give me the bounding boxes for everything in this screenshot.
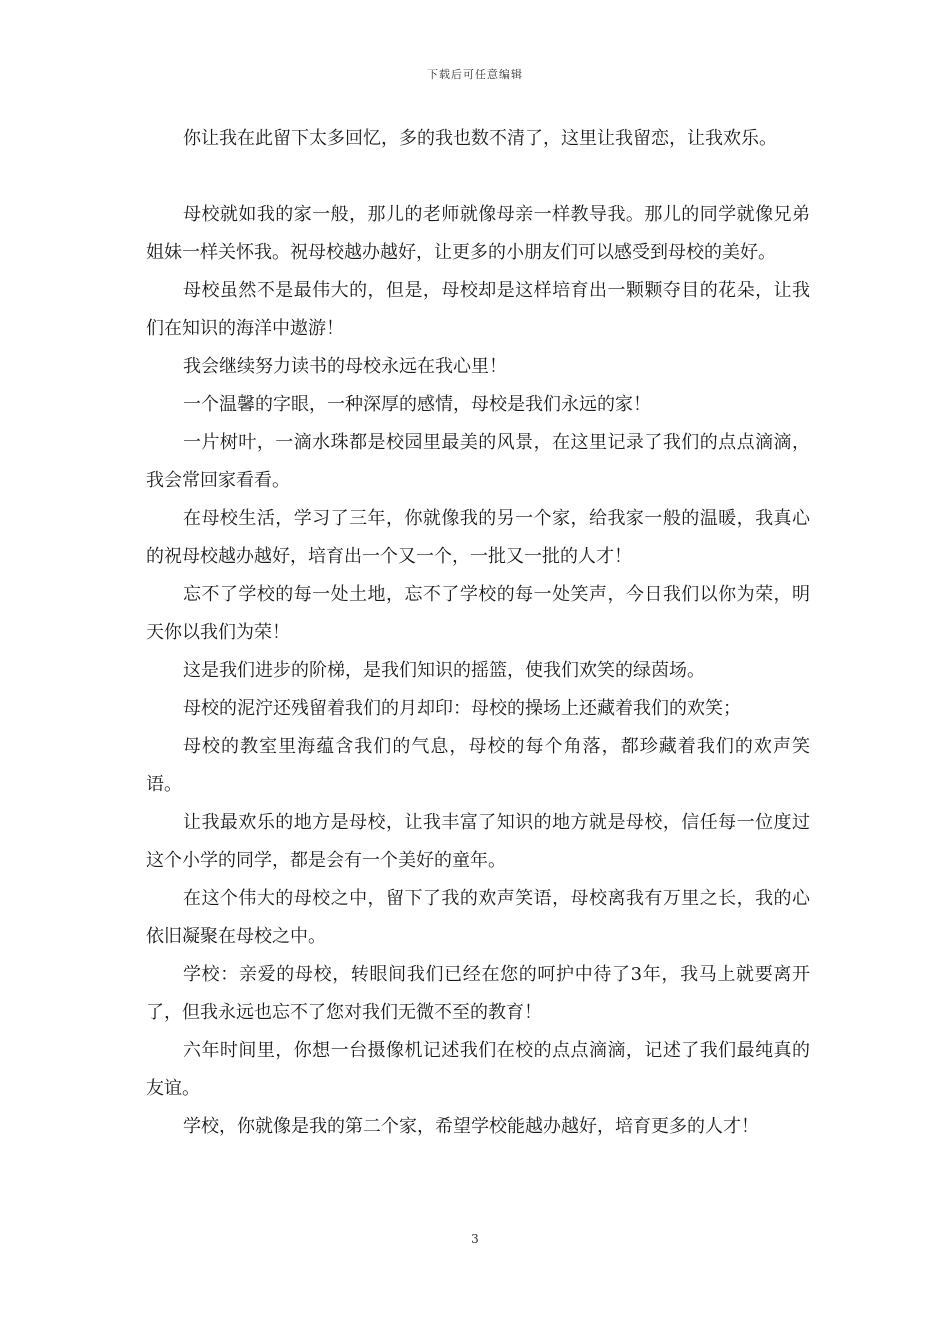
page-header: 下载后可任意编辑	[427, 68, 523, 81]
page-number: 3	[471, 1232, 479, 1246]
paragraph-2: 母校就如我的家一般，那儿的老师就像母亲一样教导我。那儿的同学就像兄弟姐妹一样关怀我。祝母校越办越好，让更多的小朋友们可以感受到母校的美好。	[146, 204, 810, 263]
paragraph-5: 一个温馨的字眼，一种深厚的感情，母校是我们永远的家！	[183, 394, 651, 415]
paragraph-11: 母校的教室里海蕴含我们的气息，母校的每个角落，都珍藏着我们的欢声笑语。	[146, 736, 810, 795]
paragraph-8: 忘不了学校的每一处土地，忘不了学校的每一处笑声，今日我们以你为荣，明天你以我们为荣！	[146, 584, 810, 643]
paragraph-4: 我会继续努力读书的母校永远在我心里！	[183, 356, 507, 377]
paragraph-9: 这是我们进步的阶梯，是我们知识的摇篮，使我们欢笑的绿茵场。	[183, 660, 705, 681]
paragraph-13: 在这个伟大的母校之中，留下了我的欢声笑语，母校离我有万里之长，我的心依旧凝聚在母校之中。	[146, 888, 810, 947]
paragraph-10: 母校的泥泞还残留着我们的月却印：母校的操场上还藏着我们的欢笑；	[183, 698, 741, 719]
paragraph-7: 在母校生活，学习了三年，你就像我的另一个家，给我家一般的温暖，我真心的祝母校越办越好，培育出一个又一个，一批又一批的人才！	[146, 508, 810, 567]
paragraph-12: 让我最欢乐的地方是母校，让我丰富了知识的地方就是母校，信任每一位度过这个小学的同学，都是会有一个美好的童年。	[146, 812, 810, 871]
paragraph-6: 一片树叶，一滴水珠都是校园里最美的风景，在这里记录了我们的点点滴滴，我会常回家看看。	[146, 432, 810, 491]
document-body	[146, 120, 810, 1146]
paragraph-14: 学校：亲爱的母校，转眼间我们已经在您的呵护中待了3年，我马上就要离开了，但我永远也忘不了您对我们无微不至的教育！	[146, 964, 810, 1023]
paragraph-3: 母校虽然不是最伟大的，但是，母校却是这样培育出一颗颗夺目的花朵，让我们在知识的海洋中遨游！	[146, 280, 810, 339]
paragraph-15: 六年时间里，你想一台摄像机记述我们在校的点点滴滴，记述了我们最纯真的友谊。	[146, 1040, 810, 1099]
paragraph-16: 学校，你就像是我的第二个家，希望学校能越办越好，培育更多的人才！	[183, 1116, 759, 1137]
paragraph-1: 你让我在此留下太多回忆，多的我也数不清了，这里让我留恋，让我欢乐。	[183, 128, 777, 149]
